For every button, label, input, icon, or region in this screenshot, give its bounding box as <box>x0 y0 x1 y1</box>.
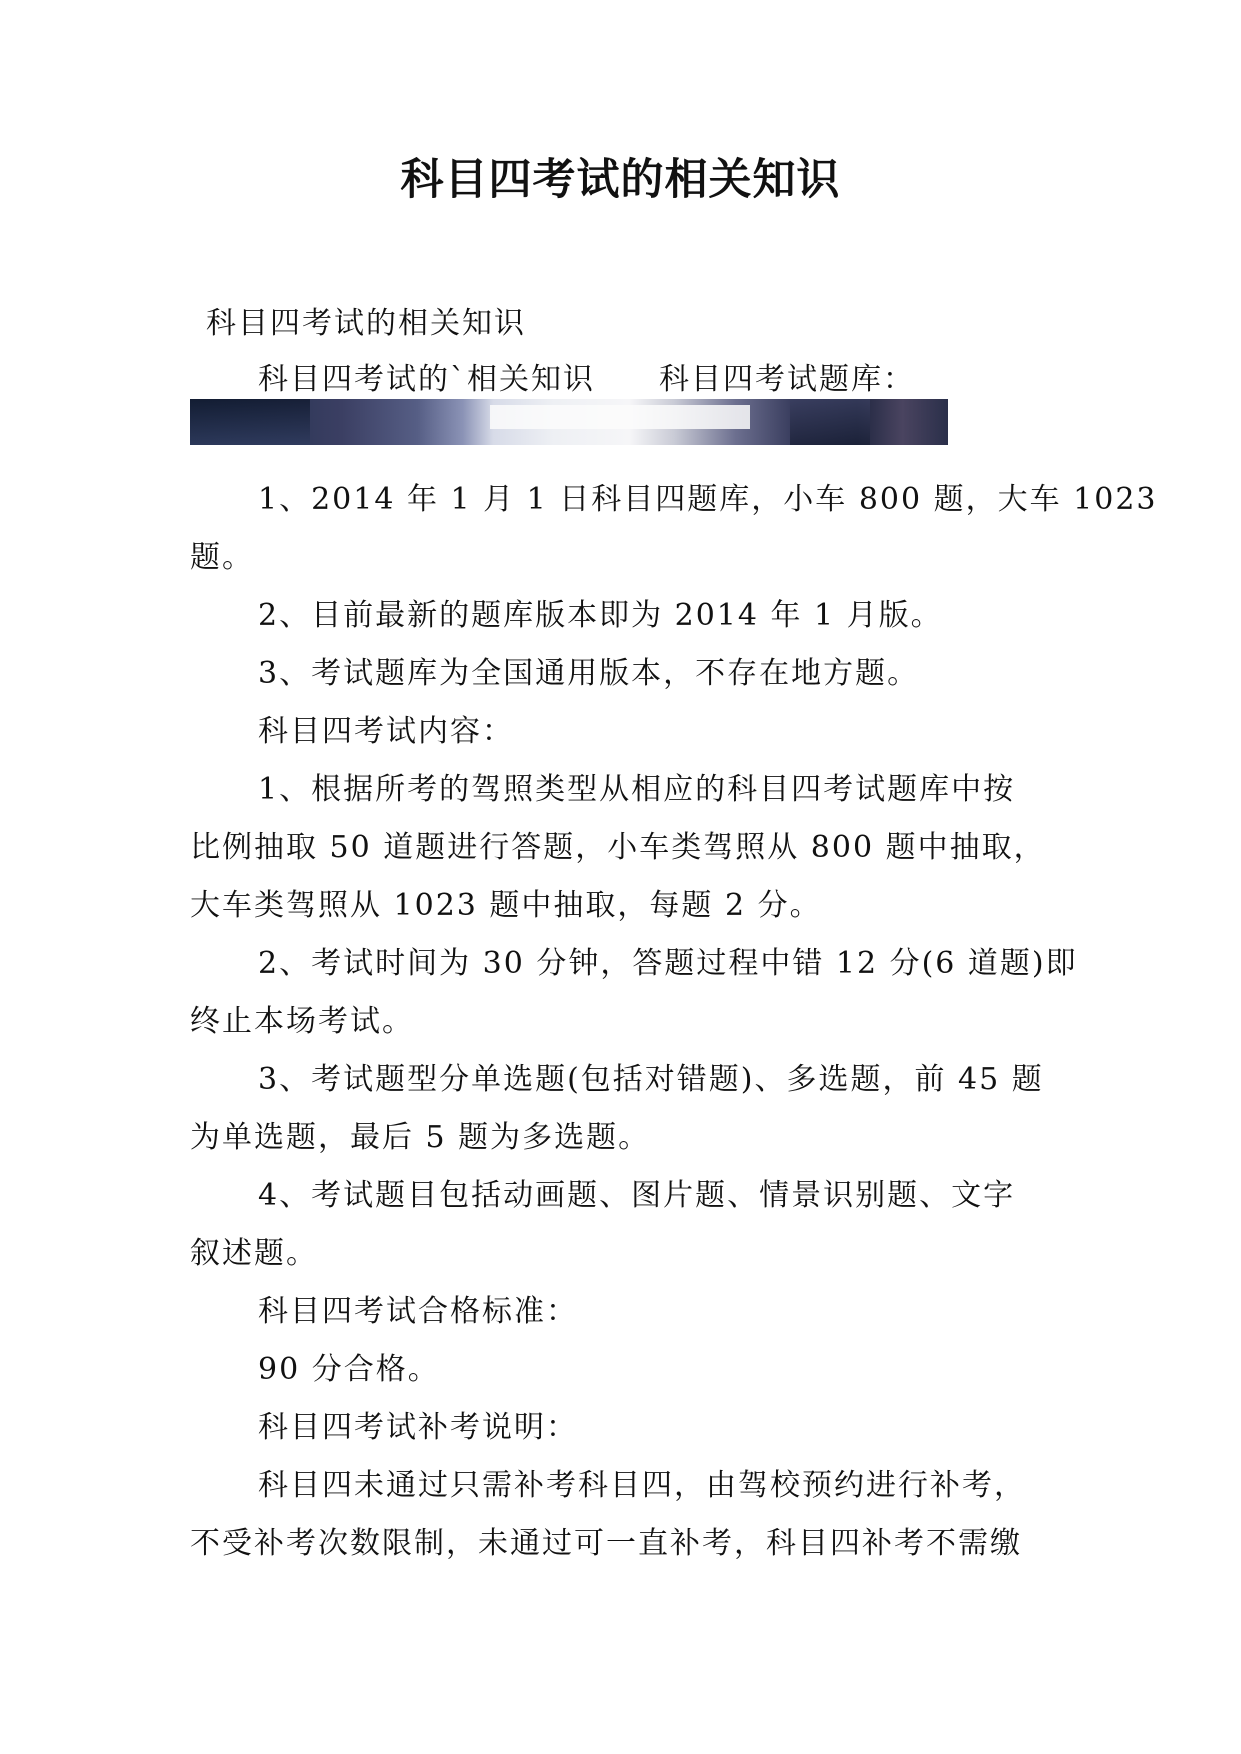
section-heading: 科目四考试合格标准： <box>258 1294 578 1329</box>
paragraph-line: 90 分合格。 <box>258 1352 440 1387</box>
paragraph-line: 3、考试题库为全国通用版本，不存在地方题。 <box>258 656 920 691</box>
paragraph-line: 叙述题。 <box>190 1236 318 1271</box>
paragraph-line: 2、考试时间为 30 分钟，答题过程中错 12 分(6 道题)即 <box>258 946 1078 981</box>
intro-line: 科目四考试的`相关知识 科目四考试题库： <box>258 362 915 397</box>
paragraph-line: 1、2014 年 1 月 1 日科目四题库，小车 800 题，大车 1023 <box>258 482 1158 517</box>
photo-banner <box>190 399 948 445</box>
paragraph-line: 1、根据所考的驾照类型从相应的科目四考试题库中按 <box>258 772 1016 807</box>
paragraph-line: 为单选题，最后 5 题为多选题。 <box>190 1120 651 1155</box>
paragraph-line: 大车类驾照从 1023 题中抽取，每题 2 分。 <box>190 888 822 923</box>
subtitle-line: 科目四考试的相关知识 <box>206 306 526 341</box>
paragraph-line: 不受补考次数限制，未通过可一直补考，科目四补考不需缴 <box>190 1526 1022 1561</box>
paragraph-line: 比例抽取 50 道题进行答题，小车类驾照从 800 题中抽取， <box>190 830 1046 865</box>
document-title: 科目四考试的相关知识 <box>400 155 841 205</box>
paragraph-line: 2、目前最新的题库版本即为 2014 年 1 月版。 <box>258 598 943 633</box>
section-heading: 科目四考试内容： <box>258 714 514 749</box>
paragraph-line: 3、考试题型分单选题(包括对错题)、多选题，前 45 题 <box>258 1062 1044 1097</box>
paragraph-line: 4、考试题目包括动画题、图片题、情景识别题、文字 <box>258 1178 1016 1213</box>
paragraph-line: 终止本场考试。 <box>190 1004 414 1039</box>
paragraph-line: 题。 <box>190 540 254 575</box>
paragraph-line: 科目四未通过只需补考科目四，由驾校预约进行补考， <box>258 1468 1026 1503</box>
section-heading: 科目四考试补考说明： <box>258 1410 578 1445</box>
